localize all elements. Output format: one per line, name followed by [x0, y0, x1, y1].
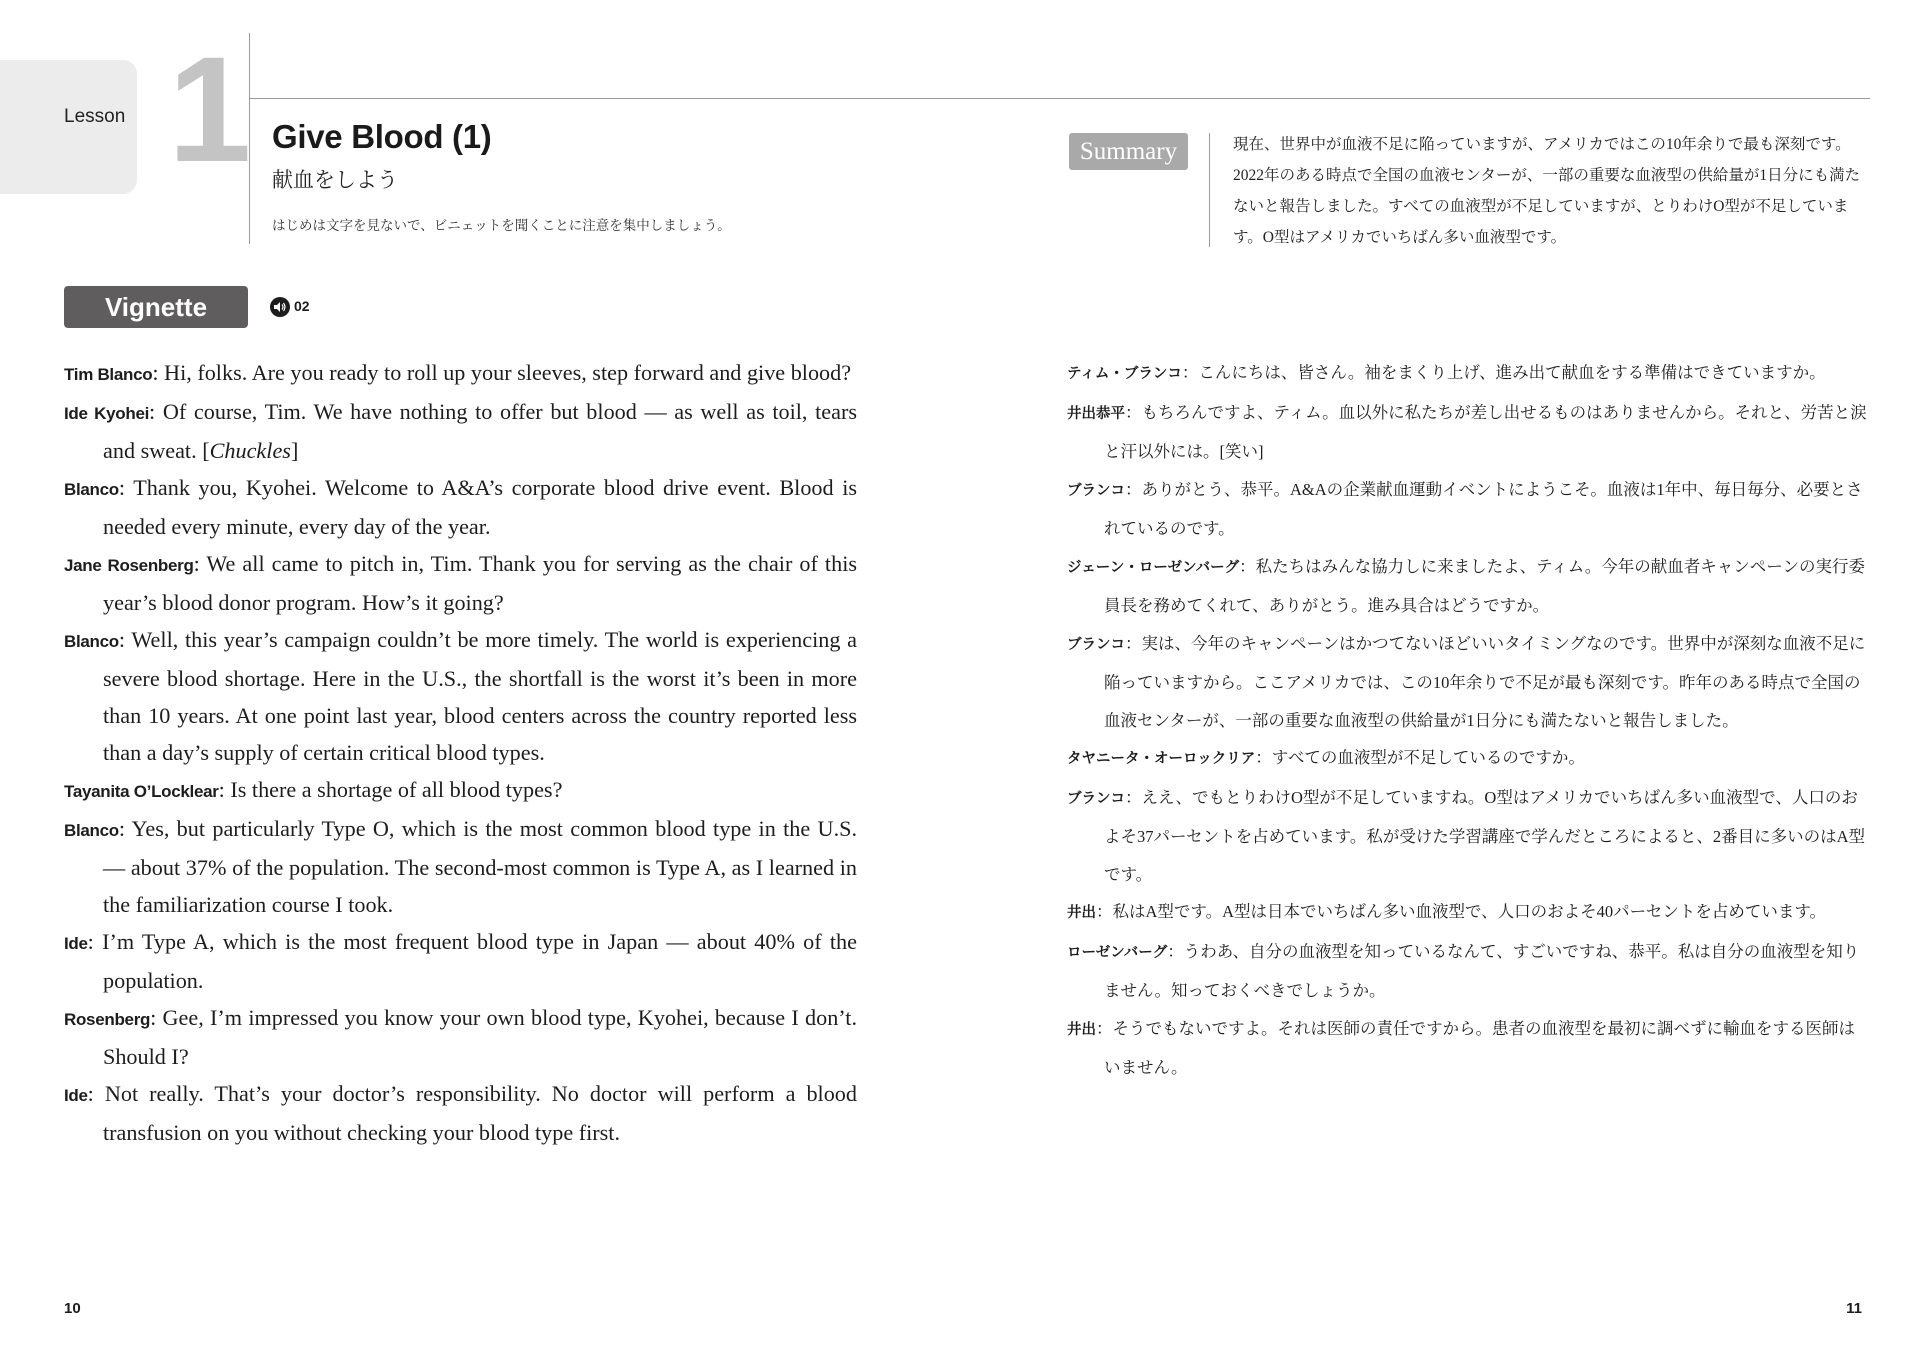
line-text: Well, this year’s campaign couldn’t be more timely. The world is experiencing a severe blood shortage. Here in the U.S., the shortfall is the worst it’s been in more than 10 years. At one point last year, blood centers across the country reported less than a day’s supply of certain critical blood types.	[103, 627, 857, 765]
speaker-name-ja: 井出	[1067, 1021, 1096, 1038]
dialogue-line: Blanco: Yes, but particularly Type O, which is the most common blood type in the U.S. — about 37% of the population. The second-most common is Type A, as I learned in the familiarization course I took.	[64, 816, 857, 917]
dialogue-line-ja: ティム・ブランコ：こんにちは、皆さん。袖をまくり上げ、進み出て献血をする準備はできていますか。	[1067, 363, 1826, 382]
dialogue-line: Tim Blanco: Hi, folks. Are you ready to roll up your sleeves, step forward and give blood?	[64, 360, 852, 385]
line-text: Yes, but particularly Type O, which is the most common blood type in the U.S. — about 37% of the population. The second-most common is Type A, as I learned in the familiarization course I took.	[103, 816, 857, 917]
speaker-name-ja: ブランコ	[1067, 482, 1125, 499]
header-rule	[249, 98, 1870, 99]
line-text: Hi, folks. Are you ready to roll up your sleeves, step forward and give blood?	[164, 360, 852, 385]
speaker-name: Blanco	[64, 632, 119, 651]
speaker-name-ja: タヤニータ・オーロックリア	[1067, 751, 1256, 767]
vignette-badge: Vignette	[64, 286, 248, 328]
line-text-ja: もちろんですよ、ティム。血以外に私たちが差し出せるものはありませんから。それと、労苦と涙と汗以外には。[笑い]	[1104, 402, 1867, 461]
line-text-end: ]	[290, 438, 299, 463]
speaker-name-ja: 井出恭平	[1067, 405, 1125, 422]
line-text: Not really. That’s your doctor’s responsibility. No doctor will perform a blood transfusion on you without checking your blood type first.	[103, 1081, 857, 1145]
dialogue-line-ja: ブランコ：ありがとう、恭平。A&Aの企業献血運動イベントにようこそ。血液は1年中、毎日毎分、必要とされているのです。	[1067, 479, 1863, 538]
page-number-left: 10	[64, 1300, 81, 1317]
speaker-name-ja: ブランコ	[1067, 636, 1125, 653]
speaker-name-ja: ブランコ	[1067, 790, 1125, 807]
speaker-name: Ide Kyohei	[64, 404, 150, 423]
stage-direction: Chuckles	[209, 438, 291, 463]
line-text-ja: そうでもないですよ。それは医師の責任ですから。患者の血液型を最初に調べずに輸血をする医師はいません。	[1104, 1018, 1855, 1077]
line-text: Is there a shortage of all blood types?	[230, 777, 563, 802]
lesson-title-ja: 献血をしよう	[272, 168, 398, 192]
speaker-name-ja: 井出	[1067, 905, 1096, 921]
dialogue-line: Ide: I’m Type A, which is the most frequent blood type in Japan — about 40% of the population.	[64, 929, 857, 993]
speaker-name: Blanco	[64, 821, 119, 840]
dialogue-line: Rosenberg: Gee, I’m impressed you know your own blood type, Kyohei, because I don’t. Should I?	[64, 1005, 857, 1069]
dialogue-line: Blanco: Thank you, Kyohei. Welcome to A&A’s corporate blood drive event. Blood is needed every minute, every day of the year.	[64, 475, 857, 539]
dialogue-japanese	[1067, 354, 1869, 1087]
line-text: Thank you, Kyohei. Welcome to A&A’s corporate blood drive event. Blood is needed every minute, every day of the year.	[103, 475, 857, 539]
dialogue-english	[64, 354, 857, 1151]
line-text-ja: こんにちは、皆さん。袖をまくり上げ、進み出て献血をする準備はできていますか。	[1198, 363, 1826, 382]
dialogue-line-ja: ジェーン・ローゼンバーグ：私たちはみんな協力しに来ましたよ、ティム。今年の献血者キャンペーンの実行委員長を務めてくれて、ありがとう。進み具合はどうですか。	[1067, 556, 1865, 615]
line-text: Gee, I’m impressed you know your own blood type, Kyohei, because I don’t. Should I?	[103, 1005, 857, 1069]
line-text-ja: 私たちはみんな協力しに来ましたよ、ティム。今年の献血者キャンペーンの実行委員長を務めてくれて、ありがとう。進み具合はどうですか。	[1104, 556, 1865, 615]
line-text-ja: すべての血液型が不足しているのですか。	[1271, 748, 1585, 767]
speaker-name: Ide	[64, 934, 88, 953]
speaker-name-ja: ジェーン・ローゼンバーグ	[1067, 559, 1240, 576]
speaker-name: Blanco	[64, 480, 119, 499]
line-text: We all came to pitch in, Tim. Thank you for serving as the chair of this year’s blood donor program. How’s it going?	[103, 551, 857, 615]
dialogue-line-ja: ブランコ：ええ、でもとりわけO型が不足していますね。O型はアメリカでいちばん多い血液型で、人口のおよそ37パーセントを占めています。私が受けた学習講座で学んだところによると、2番目に多いのはA型です。	[1067, 787, 1866, 884]
audio-track-number: 02	[294, 298, 310, 314]
summary-divider	[1209, 133, 1210, 247]
dialogue-line-ja: 井出恭平：もちろんですよ、ティム。血以外に私たちが差し出せるものはありませんから。それと、労苦と涙と汗以外には。[笑い]	[1067, 402, 1867, 461]
page-number-right: 11	[1846, 1300, 1862, 1317]
line-text-ja: 私はA型です。A型は日本でいちばん多い血液型で、人口のおよそ40パーセントを占めています。	[1112, 902, 1827, 921]
dialogue-line: Ide: Not really. That’s your doctor’s responsibility. No doctor will perform a blood transfusion on you without checking your blood type first.	[64, 1081, 857, 1145]
speaker-icon[interactable]	[270, 297, 290, 317]
lesson-number: 1	[168, 25, 248, 193]
speaker-name: Tayanita O’Locklear	[64, 782, 219, 801]
dialogue-line: Jane Rosenberg: We all came to pitch in, Tim. Thank you for serving as the chair of this year’s blood donor program. How’s it going?	[64, 551, 857, 615]
dialogue-line-ja: 井出：そうでもないですよ。それは医師の責任ですから。患者の血液型を最初に調べずに輸血をする医師はいません。	[1067, 1018, 1855, 1077]
instruction-text: はじめは文字を見ないで、ビニェットを聞くことに注意を集中しましょう。	[272, 218, 731, 233]
line-text-ja: 実は、今年のキャンペーンはかつてないほどいいタイミングなのです。世界中が深刻な血液不足に陥っていますから。ここアメリカでは、この10年余りで不足が最も深刻です。昨年のある時点で全国の血液センターが、一部の重要な血液型の供給量が1日分にも満たないと報告しました。	[1104, 633, 1866, 730]
dialogue-line: Blanco: Well, this year’s campaign couldn’t be more timely. The world is experiencing a severe blood shortage. Here in the U.S., the shortfall is the worst it’s been in more than 10 years. At one point last year, blood centers across the country reported less than a day’s supply of certain critical blood types.	[64, 627, 857, 765]
speaker-name: Tim Blanco	[64, 365, 153, 384]
speaker-name: Ide	[64, 1086, 88, 1105]
dialogue-line-ja: ブランコ：実は、今年のキャンペーンはかつてないほどいいタイミングなのです。世界中が深刻な血液不足に陥っていますから。ここアメリカでは、この10年余りで不足が最も深刻です。昨年のある時点で全国の血液センターが、一部の重要な血液型の供給量が1日分にも満たないと報告しました。	[1067, 633, 1866, 730]
speaker-name: Jane Rosenberg	[64, 556, 194, 575]
speaker-name: Rosenberg	[64, 1010, 151, 1029]
line-text-ja: うわあ、自分の血液型を知っているなんて、すごいですね、恭平。私は自分の血液型を知りません。知っておくべきでしょうか。	[1104, 941, 1860, 1000]
summary-text: 現在、世界中が血液不足に陥っていますが、アメリカではこの10年余りで最も深刻です。2022年のある時点で全国の血液センターが、一部の重要な血液型の供給量が1日分にも満たないと報告しました。すべての血液型が不足していますが、とりわけO型が不足しています。O型はアメリカでいちばん多い血液型です。	[1233, 136, 1861, 246]
lesson-title: Give Blood (1)	[272, 118, 492, 155]
speaker-name-ja: ローゼンバーグ	[1067, 944, 1168, 961]
summary-badge: Summary	[1069, 133, 1188, 170]
header-divider-vertical	[249, 33, 250, 244]
dialogue-line-ja: タヤニータ・オーロックリア：すべての血液型が不足しているのですか。	[1067, 748, 1585, 767]
lesson-label: Lesson	[64, 106, 126, 127]
line-text-ja: ありがとう、恭平。A&Aの企業献血運動イベントにようこそ。血液は1年中、毎日毎分、必要とされているのです。	[1104, 479, 1863, 538]
dialogue-line: Tayanita O’Locklear: Is there a shortage of all blood types?	[64, 777, 563, 802]
line-text: Of course, Tim. We have nothing to offer but blood — as well as toil, tears and sweat. [	[103, 399, 857, 463]
speaker-name-ja: ティム・ブランコ	[1067, 366, 1182, 382]
dialogue-line-ja: 井出：私はA型です。A型は日本でいちばん多い血液型で、人口のおよそ40パーセントを占めています。	[1067, 902, 1827, 921]
line-text: I’m Type A, which is the most frequent blood type in Japan — about 40% of the population.	[102, 929, 857, 993]
dialogue-line: Ide Kyohei: Of course, Tim. We have nothing to offer but blood — as well as toil, tears and sweat. [Chuckles]	[64, 399, 857, 463]
line-text-ja: ええ、でもとりわけO型が不足していますね。O型はアメリカでいちばん多い血液型で、人口のおよそ37パーセントを占めています。私が受けた学習講座で学んだところによると、2番目に多いのはA型です。	[1104, 787, 1866, 884]
dialogue-line-ja: ローゼンバーグ：うわあ、自分の血液型を知っているなんて、すごいですね、恭平。私は自分の血液型を知りません。知っておくべきでしょうか。	[1067, 941, 1860, 1000]
